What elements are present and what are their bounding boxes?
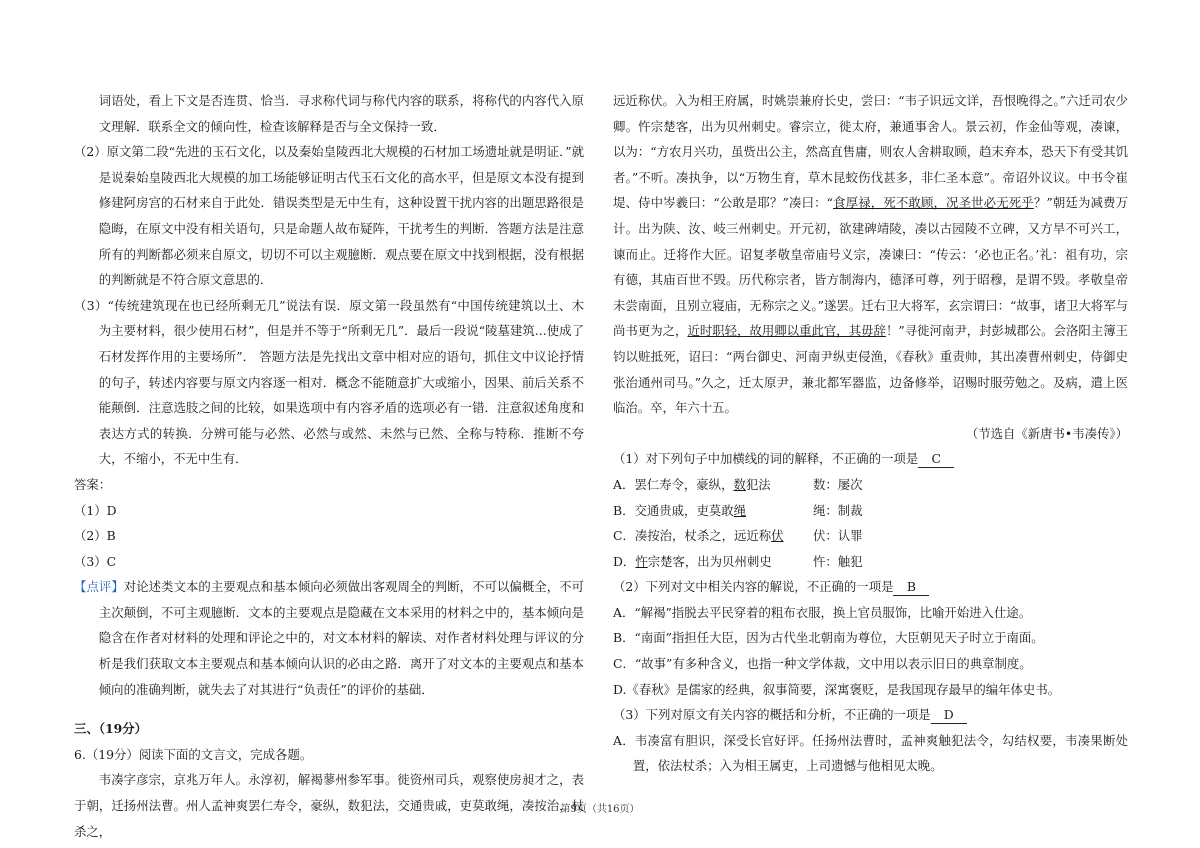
right-column: [613, 88, 1128, 779]
option-1c-text: [613, 523, 813, 549]
option-1a-note: 数：屡次: [813, 476, 863, 492]
page-footer: 第9页（共16页）: [560, 804, 640, 815]
option-3a: A．韦凑富有胆识，深受长官好评。任扬州法曹时，孟神爽触犯法令，勾结权要，韦凑果断处置，依法杖杀；入为相王属吏，上司遗憾与他相见太晚。: [613, 732, 1128, 774]
passage-start: 韦凑字彦宗，京兆万年人。永淳初，解褐蓼州参军事。徙资州司兵，观察使房昶才之，表于朝，迁扬州法曹。州人孟神爽罢仁寿令，豪纵，数犯法，交通贵戚，吏莫敢绳，凑按治，杖杀之，: [74, 772, 584, 839]
option-1c-pre: C．凑按治，杖杀之，远近称: [613, 528, 772, 544]
answer-label: 答案：: [74, 476, 112, 492]
answer-blank-3: D: [931, 707, 967, 724]
section-heading: 三、（19分）: [74, 721, 147, 737]
option-1d-note: 忤：触犯: [813, 553, 863, 569]
option-1a-text: [613, 472, 813, 498]
option-1a-keyword: 数: [733, 476, 746, 492]
option-1a-post: 犯法: [745, 476, 771, 492]
review-tag: 【点评】: [74, 579, 124, 595]
answer-blank-2: B: [893, 579, 929, 596]
option-1b: [613, 498, 1128, 524]
option-1a-pre: A．罢仁寿令，豪纵，: [613, 476, 734, 492]
underlined-sentence-1: 食厚禄，死不敢顾，况圣世必无死乎: [833, 195, 1034, 211]
option-1b-note: 绳：制裁: [813, 502, 863, 518]
passage-text-3: ！”寻徙河南尹，封彭城郡公。会洛阳主簿王钧以赃抵死，诏曰：“两台御史、河南尹纵吏侵渔，《春秋》重责帅，其出凑曹州刺史，侍御史张治通州司马。”久之，迁太原尹，兼北都军器监，边备修举，诏赐时服劳勉之。及病，遣上医临治。卒，年六十五。: [613, 323, 1128, 416]
answer-1: （1）D: [74, 502, 117, 518]
underlined-sentence-2: 近时职轻，故用卿以重此官，其毋辞: [687, 323, 886, 339]
option-1b-pre: B．交通贵戚，吏莫敢: [613, 502, 734, 518]
sub-question-1-text: （1）对下列句子中加横线的词的解释，不正确的一项是: [613, 451, 919, 467]
answer-2: （2）B: [74, 528, 116, 544]
option-1a: [613, 472, 1128, 498]
sub-question-2-text: （2）下列对文中相关内容的解说，不正确的一项是: [613, 579, 894, 595]
answer-3: （3）C: [74, 553, 117, 569]
question-6: 6.（19分）阅读下面的文言文，完成各题。: [74, 746, 313, 762]
analysis-item-2: （2）原文第二段“先进的玉石文化，以及秦始皇陵西北大规模的石材加工场遗址就是明证．”就是说秦始皇陵西北大规模的加工场能够证明古代玉石文化的高水平，但是原文本没有提到修建阿房宫的石材来自于此处．错误类型是无中生有，这种设置干扰内容的出题思路很是隐晦，在原文中没有相关语句，只是命题人故布疑阵，干扰考生的判断．答题方法是注意所有的判断都必须来自原文，切切不可以主观臆断．观点要在原文中找到根据，没有根据的判断就是不符合原文意思的．: [74, 144, 584, 288]
sub-question-2: [613, 574, 1128, 600]
sub-question-1: [613, 446, 1128, 472]
option-1d-keyword: 忤: [635, 553, 648, 569]
answer-blank-1: C: [918, 451, 954, 468]
analysis-item-3: （3）“传统建筑现在也已经所剩无几”说法有误．原文第一段虽然有“中国传统建筑以土、木为主要材料，很少使用石材”，但是并不等于“所剩无几”．最后一段说“陵墓建筑...使成了石材发挥作用的主要场所”． 答题方法是先找出文章中相对应的语句，抓住文中议论抒情的句子，转述内容要与原文内容逐一相对．概念不能随意扩大或缩小，因果、前后关系不能颠倒．注意选肢之间的比较，如果选项中有内容矛盾的选项必有一错．注意叙述角度和表达方式的转换．分辨可能与必然、必然与或然、未然与已然、全称与特称．推断不夸大，不缩小，不无中生有．: [74, 297, 584, 467]
option-1d-pre: D．: [613, 553, 636, 569]
analysis-continuation: 词语处，看上下文是否连贯、恰当．寻求称代词与称代内容的联系，将称代的内容代入原文理解．联系全文的倾向性，检查该解释是否与全文保持一致．: [98, 93, 584, 134]
sub-question-3: [613, 702, 1128, 728]
passage-continuation: [613, 88, 1128, 421]
option-1b-keyword: 绳: [733, 502, 747, 518]
left-column: [74, 88, 584, 844]
review-paragraph: [74, 574, 584, 702]
passage-text-2: ？”朝廷为减费万计。出为陕、汝、岐三州刺史。开元初，欲建碑靖陵，凑以古园陵不立碑，又方旱不可兴工，谏而止。迁将作大匠。诏复孝敬皇帝庙号义宗，凑谏曰：“传云：‘必也正名。’礼：祖有功，宗有德，其庙百世不毁。历代称宗者，皆方制海内，德泽可尊，列于昭穆，是谓不毁。孝敬皇帝未尝南面，且别立寝庙，无称宗之义。”遂罢。迁右卫大将军，玄宗谓曰：“故事，诸卫大将军与尚书更为之，: [613, 195, 1128, 339]
option-2c: C．“故事”有多种含义，也指一种文学体裁，文中用以表示旧日的典章制度。: [613, 656, 1032, 672]
option-1d-text: [613, 549, 813, 575]
option-2a: A．“解褐”指脱去平民穿着的粗布衣服，换上官员服饰，比喻开始进入仕途。: [613, 604, 1032, 620]
option-1c-keyword: 伏: [771, 528, 784, 544]
passage-source: （节选自《新唐书•韦凑传》）: [965, 425, 1128, 441]
option-1d: [613, 549, 1128, 575]
option-2b: B．“南面”指担任大臣，因为古代坐北朝南为尊位，大臣朝见天子时立于南面。: [613, 630, 1044, 646]
review-text: 对论述类文本的主要观点和基本倾向必须做出客观周全的判断，不可以偏概全，不可主次颠倒，不可主观臆断．文本的主要观点是隐藏在文本采用的材料之中的，基本倾向是隐含在作者对材料的处理和评论之中的，对文本材料的解读、对作者材料处理与评议的分析是我们获取文本主要观点和基本倾向认识的必由之路．离开了对文本的主要观点和基本倾向的准确判断，就失去了对其进行“负责任”的评价的基础．: [98, 579, 585, 697]
option-1b-text: [613, 498, 813, 524]
option-2d: D.《春秋》是儒家的经典，叙事简要，深寓褒贬，是我国现存最早的编年体史书。: [613, 681, 1061, 697]
passage-text-1: 远近称伏。入为相王府属，时姚崇兼府长史，尝曰：“韦子识远文详，吾恨晚得之。”六迁司农少卿。忤宗楚客，出为贝州刺史。睿宗立，徙太府，兼通事舍人。景云初，作金仙等观，凑谏，以为：“方农月兴功，虽赀出公主，然高直售庸，则农人舍耕取顾，趋末弃本，恐天下有受其饥者。”不听。凑执争，以“万物生育，草木昆蛟伤伐甚多，非仁圣本意”。帝诏外议议。中书令崔堤、侍中岑羲曰：“公敢是耶？”凑曰：“: [613, 93, 1128, 211]
option-1c-note: 伏：认罪: [813, 528, 863, 544]
sub-question-3-text: （3）下列对原文有关内容的概括和分析，不正确的一项是: [613, 707, 931, 723]
option-1d-post: 宗楚客，出为贝州刺史: [647, 553, 772, 569]
option-1c: [613, 523, 1128, 549]
